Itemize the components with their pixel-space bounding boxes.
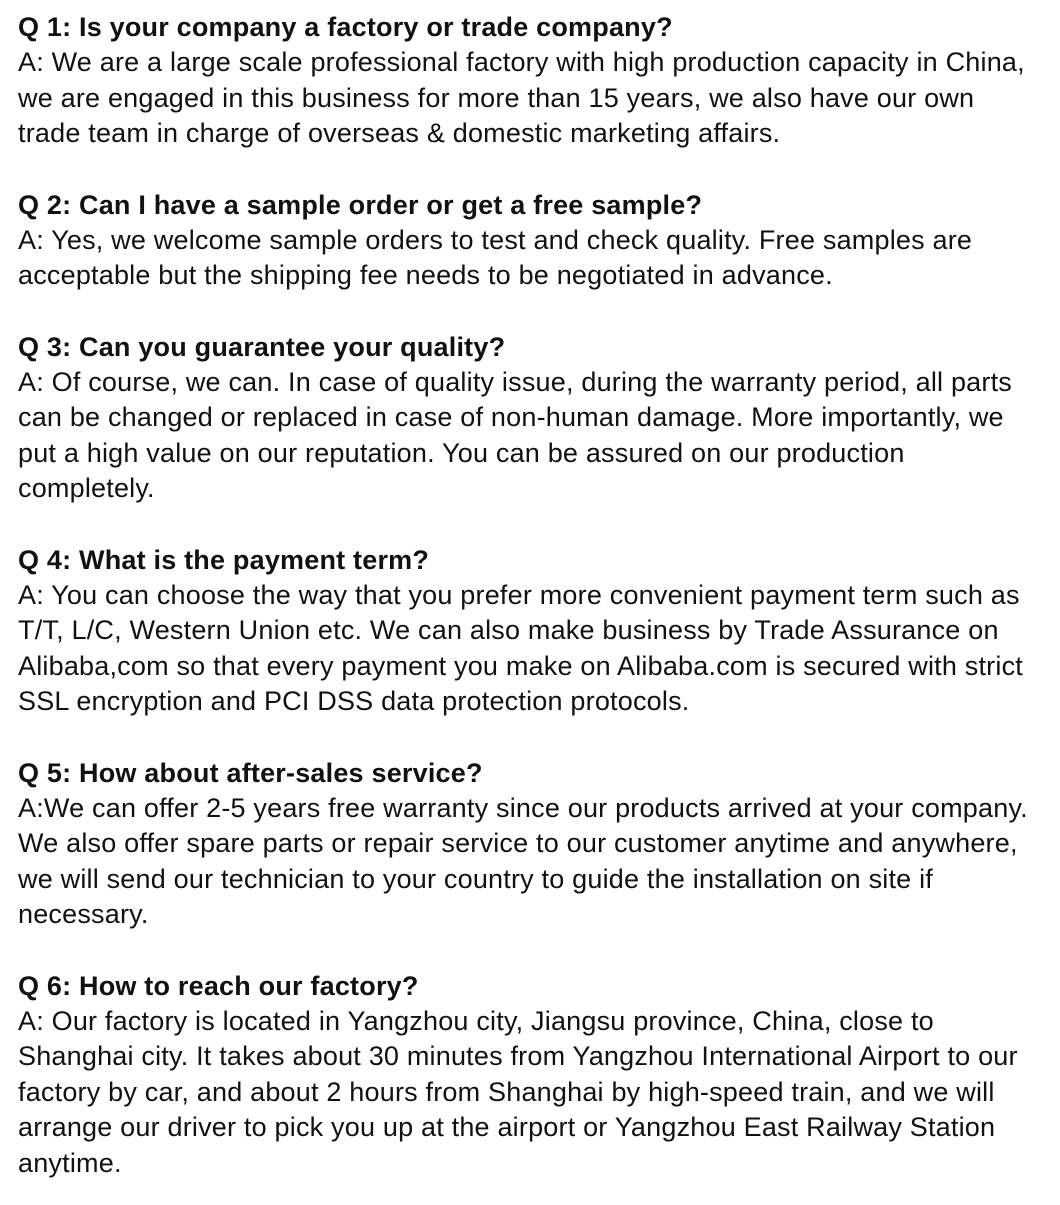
faq-question: Q 4: What is the payment term? (18, 544, 430, 575)
faq-answer: A: You can choose the way that you prefer more convenient payment term such as T/T, L/C, Western Union etc. We can also make business by Trade Assurance on Alibaba,com so that every payment you make on Alibaba.com is secured with strict SSL encryption and PCI DSS data protection protocols. (18, 579, 1023, 716)
faq-answer: A: Our factory is located in Yangzhou city, Jiangsu province, China, close to Shanghai city. It takes about 30 minutes from Yangzhou International Airport to our factory by car, and about 2 hours from Shanghai by high-speed train, and we will arrange our driver to pick you up at the airport or Yangzhou East Railway Station anytime. (18, 1005, 1018, 1178)
faq-question: Q 2: Can I have a sample order or get a free sample? (18, 189, 703, 220)
faq-item (18, 330, 1036, 507)
faq-answer: A: Of course, we can. In case of quality issue, during the warranty period, all parts can be changed or replaced in case of non-human damage. More importantly, we put a high value on our reputation. You can be assured on our production completely. (18, 366, 1012, 503)
faq-item (18, 756, 1036, 933)
faq-question: Q 3: Can you guarantee your quality? (18, 331, 506, 362)
faq-answer: A: Yes, we welcome sample orders to test and check quality. Free samples are acceptable but the shipping fee needs to be negotiated in advance. (18, 224, 973, 290)
faq-question: Q 6: How to reach our factory? (18, 970, 419, 1001)
faq-item (18, 10, 1036, 152)
faq-question: Q 1: Is your company a factory or trade company? (18, 12, 673, 42)
faq-item (18, 543, 1036, 720)
faq-answer: A:We can offer 2-5 years free warranty since our products arrived at your company. We also offer spare parts or repair service to our customer anytime and anywhere, we will send our technician to your country to guide the installation on site if necessary. (18, 792, 1028, 929)
faq-question: Q 5: How about after-sales service? (18, 757, 483, 788)
faq-item (18, 188, 1036, 294)
faq-answer: A: We are a large scale professional factory with high production capacity in China, we are engaged in this business for more than 15 years, we also have our own trade team in charge of overseas & domestic marketing affairs. (18, 47, 1025, 148)
faq-item (18, 969, 1036, 1182)
